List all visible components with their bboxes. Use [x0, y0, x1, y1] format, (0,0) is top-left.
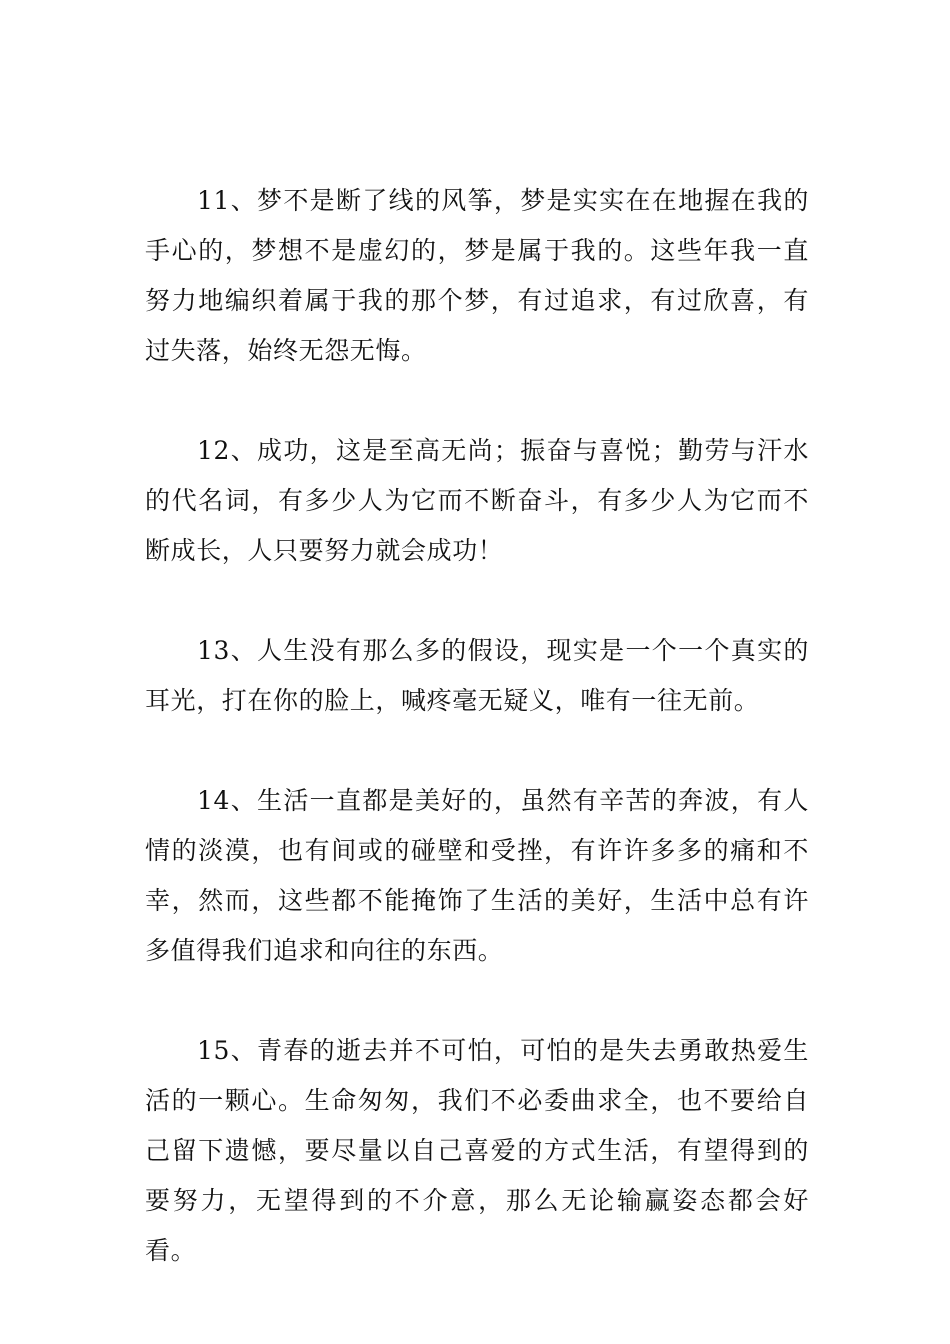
document-page [145, 176, 809, 1276]
paragraph-15: 15、青春的逝去并不可怕，可怕的是失去勇敢热爱生活的一颗心。生命匆匆，我们不必委曲求全，也不要给自己留下遗憾，要尽量以自己喜爱的方式生活，有望得到的要努力，无望得到的不介意，那么无论输赢姿态都会好看。 [145, 1036, 809, 1265]
paragraph-11: 11、梦不是断了线的风筝，梦是实实在在地握在我的手心的，梦想不是虚幻的，梦是属于我的。这些年我一直努力地编织着属于我的那个梦，有过追求，有过欣喜，有过失落，始终无怨无悔。 [145, 186, 809, 365]
paragraph-12: 12、成功，这是至高无尚；振奋与喜悦；勤劳与汗水的代名词，有多少人为它而不断奋斗，有多少人为它而不断成长，人只要努力就会成功！ [145, 436, 809, 565]
paragraph-14: 14、生活一直都是美好的，虽然有辛苦的奔波，有人情的淡漠，也有间或的碰壁和受挫，有许许多多的痛和不幸，然而，这些都不能掩饰了生活的美好，生活中总有许多值得我们追求和向往的东西。 [145, 786, 809, 965]
paragraph-13: 13、人生没有那么多的假设，现实是一个一个真实的耳光，打在你的脸上，喊疼毫无疑义，唯有一往无前。 [145, 636, 809, 715]
